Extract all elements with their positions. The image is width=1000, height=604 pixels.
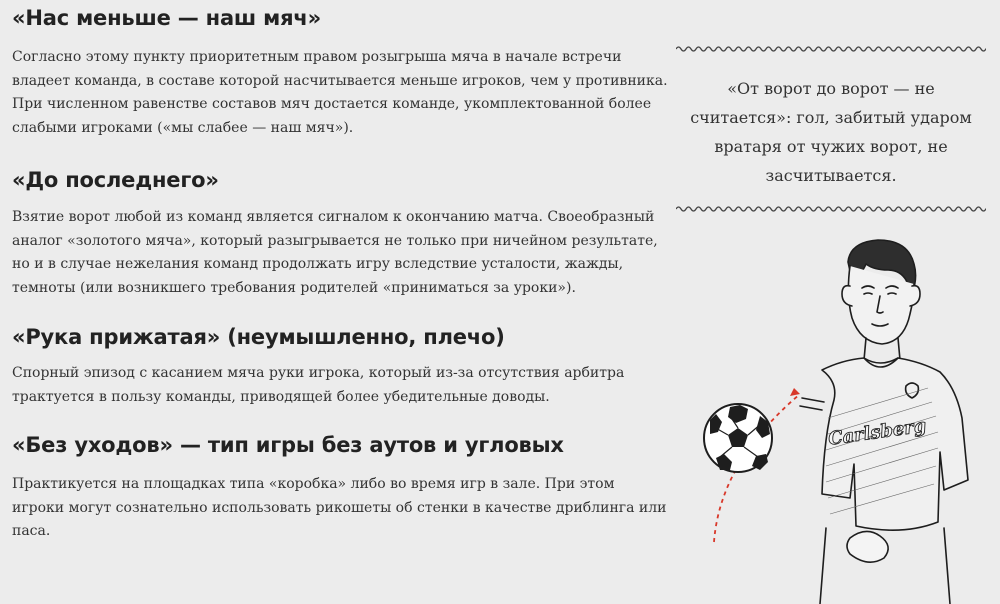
pull-quote <box>676 44 986 214</box>
text-line: Практикуется на площадках типа «коробка» либо во время игр в зале. При этом <box>12 476 615 492</box>
wavy-divider-top <box>676 44 986 54</box>
text-line: паса. <box>12 523 51 539</box>
section-bez-uhodov <box>12 431 672 544</box>
section-heading: «Рука прижатая» (неумышленно, плечо) <box>12 325 505 349</box>
section-text <box>12 362 672 409</box>
text-line: аналог «золотого мяча», который разыгрывается не только при ничейном результате, <box>12 232 658 249</box>
section-text <box>12 206 672 300</box>
section-do-poslednego <box>12 166 672 300</box>
arrowhead-icon <box>790 388 800 396</box>
boy-with-ball-illustration <box>700 238 996 604</box>
quote-line: засчитывается. <box>765 166 897 185</box>
shirt-sponsor-text: Carlsberg <box>826 415 928 450</box>
text-line: При численном равенстве составов мяч достается команде, укомплектованной более <box>12 96 652 112</box>
section-nas-menshe <box>12 4 672 140</box>
text-line: трактуется в пользу команды, приводящей более убедительные доводы. <box>12 388 550 405</box>
quote-line: «От ворот до ворот — не <box>727 79 935 98</box>
section-text <box>12 46 672 140</box>
quote-line: считается»: гол, забитый ударом <box>690 108 972 127</box>
wavy-divider-bottom <box>676 204 986 214</box>
football-icon <box>704 404 772 472</box>
quote-line: вратаря от чужих ворот, не <box>714 137 948 156</box>
text-line: темноты (или возникшего требования родителей «приниматься за уроки»). <box>12 279 576 296</box>
boy-hands <box>847 531 888 562</box>
text-line: Согласно этому пункту приоритетным правом розыгрыша мяча в начале встречи <box>12 49 622 65</box>
section-text <box>12 473 672 544</box>
text-line: владеет команда, в составе которой насчитывается меньше игроков, чем у противника. <box>12 72 668 89</box>
quote-text <box>676 54 986 204</box>
section-heading: «Без уходов» — тип игры без аутов и угловых <box>12 433 564 457</box>
section-heading: «Нас меньше — наш мяч» <box>12 6 321 30</box>
text-line: но и в случае нежелания команд продолжать игру вследствие усталости, жажды, <box>12 256 624 272</box>
text-line: Взятие ворот любой из команд является сигналом к окончанию матча. Своеобразный <box>12 209 655 225</box>
text-line: Спорный эпизод с касанием мяча руки игрока, который из-за отсутствия арбитра <box>12 365 625 381</box>
text-line: слабыми игроками («мы слабее — наш мяч»). <box>12 119 354 136</box>
section-ruka-prizhataya <box>12 323 672 409</box>
section-heading: «До последнего» <box>12 168 219 192</box>
text-line: игроки могут сознательно использовать рикошеты об стенки в качестве дриблинга или <box>12 499 667 516</box>
